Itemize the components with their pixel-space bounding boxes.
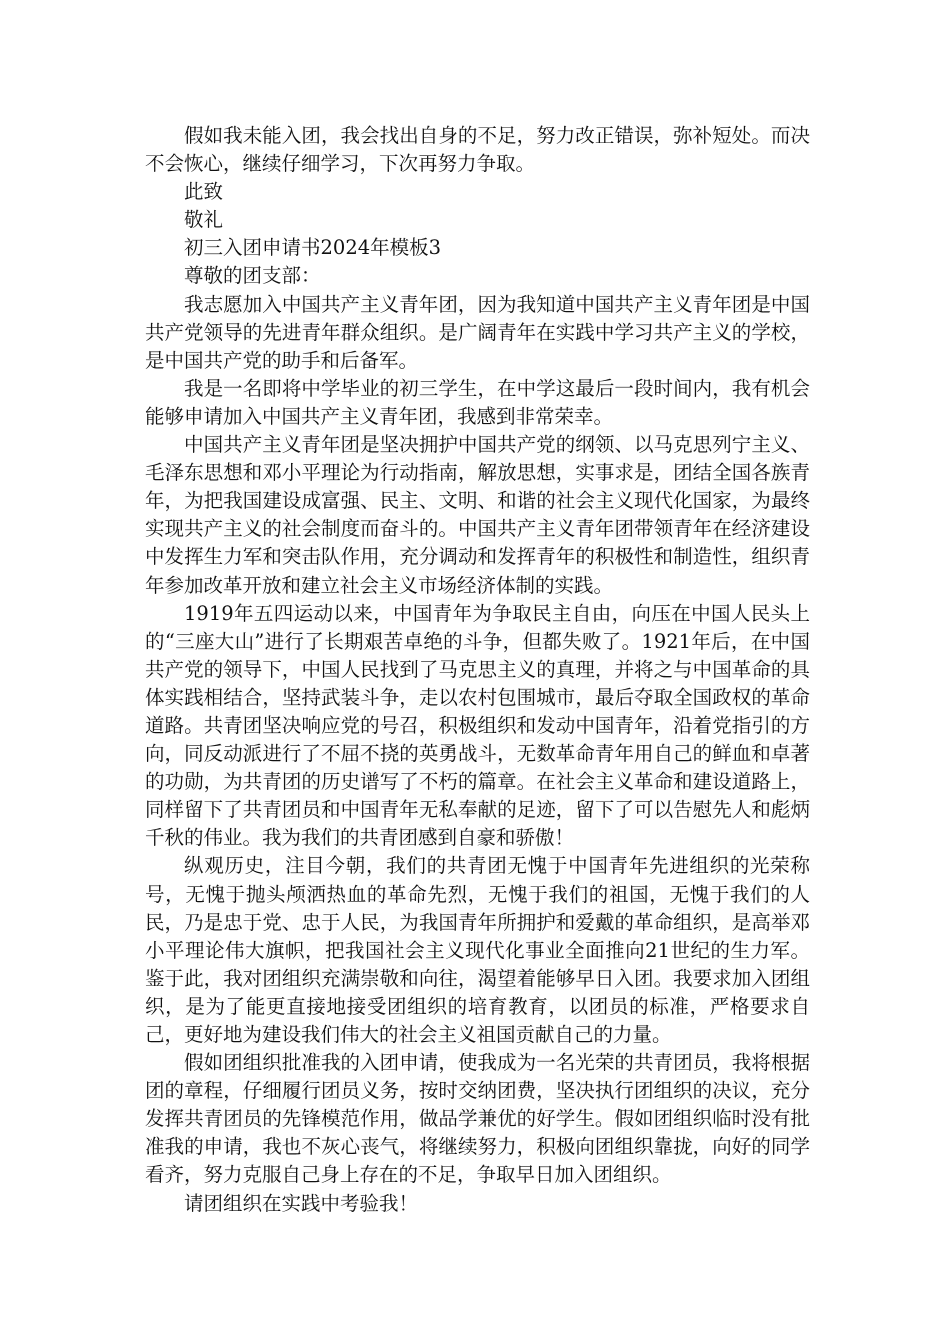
- closing-request: 请团组织在实践中考验我！: [184, 1191, 419, 1215]
- paragraph-history: 1919年五四运动以来，中国青年为争取民主自由，向压在中国人民头上的“三座大山”进行了长期艰苦卓绝的斗争，但都失败了。1921年后，在中国共产党的领导下，中国人民找到了马克思主义的真理，并将之与中国革命的具体实践相结合，坚持武装斗争，走以农村包围城市，最后夺取全国政权的革命道路。共青团坚决响应党的号召，积极组织和发动中国青年，沿着党指引的方向，同反动派进行了不屈不挠的英勇战斗，无数革命青年用自己的鲜血和卓著的功勋，为共青团的历史谱写了不朽的篇章。在社会主义革命和建设道路上，同样留下了共青团员和中国青年无私奉献的足迹，留下了可以告慰先人和彪炳千秋的伟业。我为我们的共青团感到自豪和骄傲！: [145, 601, 810, 850]
- paragraph-commitment: 假如团组织批准我的入团申请，使我成为一名光荣的共青团员，我将根据团的章程，仔细履行团员义务，按时交纳团费，坚决执行团组织的决议，充分发挥共青团员的先锋模范作用，做品学兼优的好学生。假如团组织临时没有批准我的申请，我也不灰心丧气，将继续努力，积极向团组织靠拢，向好的同学看齐，努力克服自己身上存在的不足，争取早日加入团组织。: [145, 1051, 810, 1187]
- salutation: 尊敬的团支部：: [184, 264, 321, 288]
- paragraph-intent: 我志愿加入中国共产主义青年团，因为我知道中国共产主义青年团是中国共产党领导的先进青年群众组织。是广阔青年在实践中学习共产主义的学校，是中国共产党的助手和后备军。: [145, 292, 810, 372]
- paragraph-failure-resolve: 假如我未能入团，我会找出自身的不足，努力改正错误，弥补短处。而决不会恢心，继续仔细学习，下次再努力争取。: [145, 124, 810, 176]
- paragraph-league-mission: 中国共产主义青年团是坚决拥护中国共产党的纲领、以马克思列宁主义、毛泽东思想和邓小平理论为行动指南，解放思想，实事求是，团结全国各族青年，为把我国建设成富强、民主、文明、和谐的社会主义现代化国家，为最终实现共产主义的社会制度而奋斗的。中国共产主义青年团带领青年在经济建设中发挥生力军和突击队作用，充分调动和发挥青年的积极性和制造性，组织青年参加改革开放和建立社会主义市场经济体制的实践。: [145, 433, 810, 597]
- paragraph-self-intro: 我是一名即将中学毕业的初三学生，在中学这最后一段时间内，我有机会能够申请加入中国共产主义青年团，我感到非常荣幸。: [145, 376, 810, 428]
- paragraph-reflection: 纵观历史，注目今朝，我们的共青团无愧于中国青年先进组织的光荣称号，无愧于抛头颅洒热血的革命先烈，无愧于我们的祖国，无愧于我们的人民，乃是忠于党、忠于人民，为我国青年所拥护和爱戴的革命组织，是高举邓小平理论伟大旗帜，把我国社会主义现代化事业全面推向21世纪的生力军。鉴于此，我对团组织充满崇敬和向往，渴望着能够早日入团。我要求加入团组织，是为了能更直接地接受团组织的培育教育，以团员的标准，严格要求自己，更好地为建设我们伟大的社会主义祖国贡献自己的力量。: [145, 854, 810, 1046]
- closing-salute: 敬礼: [184, 208, 224, 232]
- section-title: 初三入团申请书2024年模板3: [184, 236, 442, 260]
- document-body: [145, 122, 810, 1218]
- closing-greeting: 此致: [184, 180, 224, 204]
